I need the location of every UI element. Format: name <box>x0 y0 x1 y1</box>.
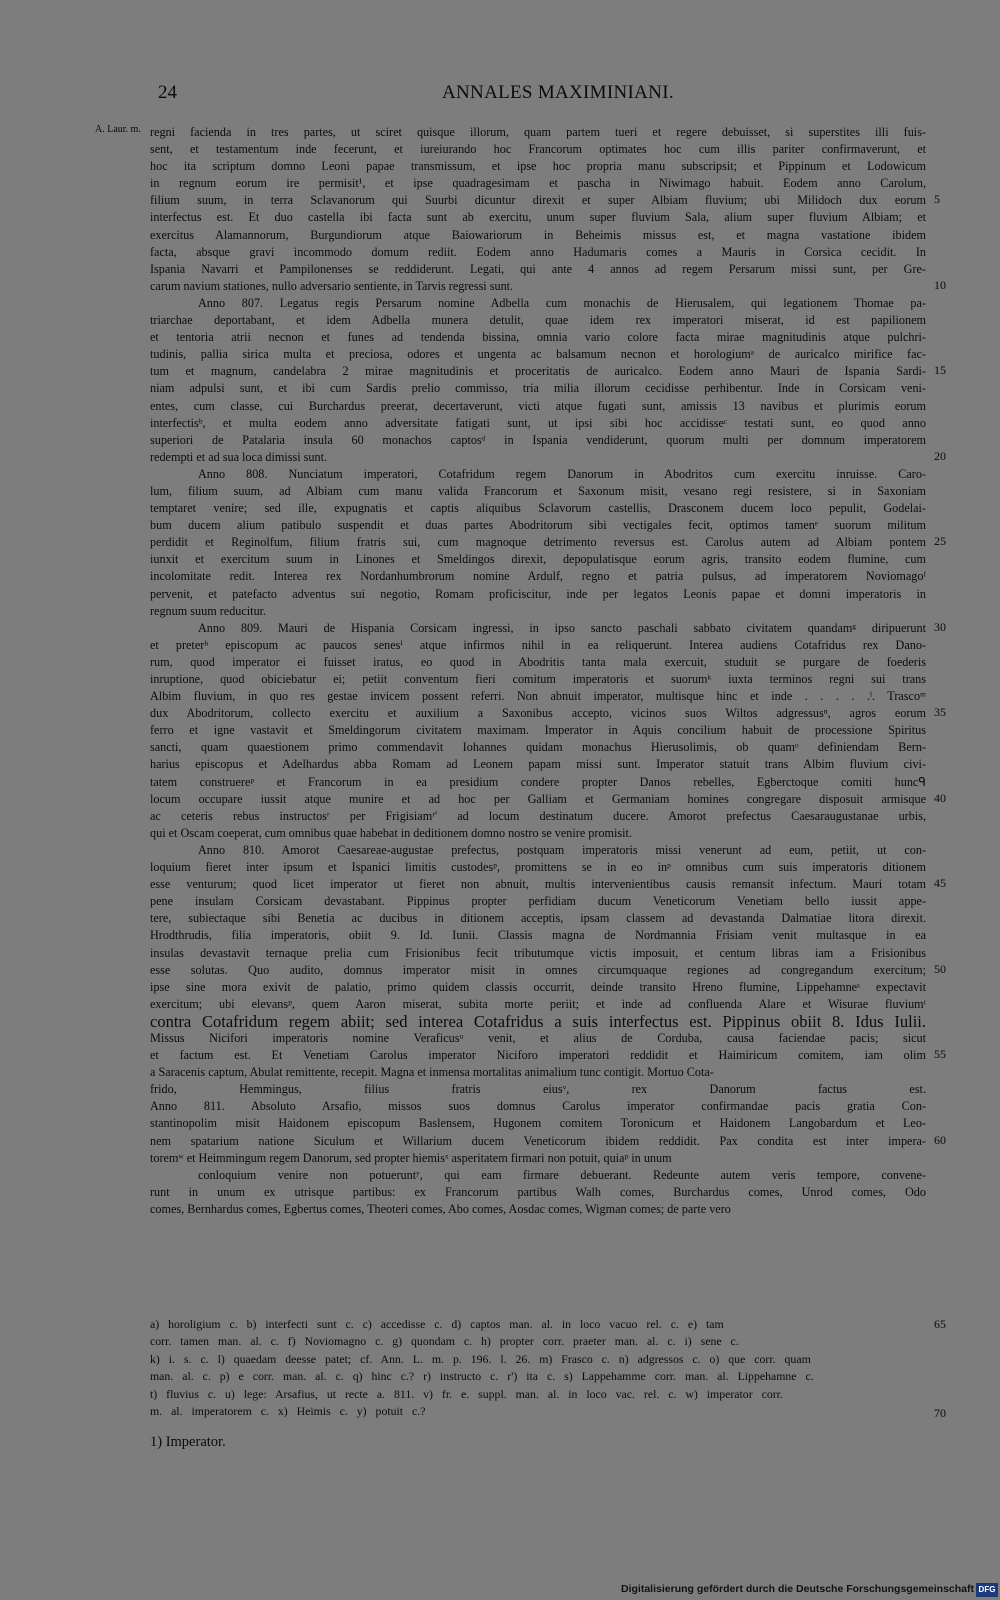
text-line: loquium fieret inter ipsum et Ispanici limitis custodesᵖ, promittens se in eo inᵖ omnibus cum suis imperatoris ditionem <box>150 860 926 875</box>
text-line: lum, filium suum, ad Albiam cum manu valida Francorum et Saxonum misit, vesano regi resistere, si in Saxoniam <box>150 483 926 498</box>
text-line: harius episcopus et Adelhardus abba Romam ad Leonem papam missi sunt. Imperator statuit trans Albim fluvium civi- <box>150 757 926 772</box>
text-line: dux Abodritorum, collecto exercitu et auxilium a Saxonibus accepto, vicinos suos Wiltos adgressusⁿ, agros eorum <box>150 706 926 721</box>
text-line: ferro et igne vastavit et Smeldingorum civitatem maximam. Imperator in Aquis concilium habuit de processione Spiritus <box>150 723 926 738</box>
text-line: filium suum, in terra Sclavanorum qui Suurbi dicuntur direxit et super Albiam fluvium; ubi Milidoch dux eorum <box>150 193 926 208</box>
text-line: pervenit, et patefacto adventus sui negotio, Romam proficiscitur, inde per legatos Leonis papae et domni imperatoris in <box>150 586 926 601</box>
text-line: rum, quod imperator ei fuisset iratus, eo quod in Abodritis tanta mala exercuit, studuit se purgare de foederis <box>150 654 926 669</box>
footnote: 1) Imperator. <box>150 1434 226 1450</box>
text-line: toremʷ et Heimmingum regem Danorum, sed propter hiemisˣ asperitatem firmari non potuit, quiaᵖ in unum <box>150 1150 672 1165</box>
line-number: 35 <box>934 705 946 720</box>
critical-apparatus <box>150 1316 926 1420</box>
text-line: tatem construereᵖ et Francorum in ea presidium condere propter Danos rebelles, Egberctoque comiti huncᑫ <box>150 774 926 789</box>
text-line: comes, Bernhardus comes, Egbertus comes, Theoteri comes, Abo comes, Aosdac comes, Wigman comes; de parte vero <box>150 1201 731 1216</box>
text-line: Anno 811. Absoluto Arsafio, missos suos domnus Carolus imperator confirmandae pacis gratia Con- <box>150 1099 926 1114</box>
text-line: insulas devastavit ternaque prelia cum Frisionibus fecit tributumque victis imposuit, et centum libras iam a Frisionibus <box>150 945 926 960</box>
text-line: runt in unum ex utrisque partibus: ex Francorum partibus Walh comes, Burchardus comes, Unrod comes, Odo <box>150 1184 926 1199</box>
main-text <box>150 124 926 1218</box>
dfg-logo: DFG <box>976 1583 998 1597</box>
text-line: interfectus est. Et duo castella ibi facta sunt ab exercitu, unum super fluvium Sala, alium super fluvium Albiam; et <box>150 210 926 225</box>
text-line: nem spatarium natione Siculum et Willarium ducem Veneticorum ibidem reddidit. Pax condita est inter impera- <box>150 1133 926 1148</box>
text-line: hoc ita scriptum domno Leoni papae transmissum, et ipse hoc propria manu subscripsit; et Pippinum et Lodowicum <box>150 159 926 174</box>
text-line: frido, Hemmingus, filius fratris eiusᵛ, rex Danorum factus est. <box>150 1082 926 1097</box>
line-number: 45 <box>934 876 946 891</box>
text-line: Anno 807. Legatus regis Persarum nomine Adbella cum monachis de Hierusalem, qui legationem Thomae pa- <box>198 295 926 310</box>
running-title: ANNALES MAXIMINIANI. <box>442 82 674 103</box>
text-line: et preterʰ episcopum ac paucos senesⁱ atque infirmos nihil in ea reliquerunt. Interea audiens Cotafridus rex Dano- <box>150 637 926 652</box>
line-number: 65 <box>934 1317 946 1331</box>
apparatus-line: corr. tamen man. al. c. f) Noviomagno c. g) quondam c. h) propter corr. praeter man. al. c. i) sene c. <box>150 1334 739 1349</box>
text-line: inruptione, quod obiciebatur ei; petiit conventum fieri comitum imperatoris et suorumᵏ iuxta terminos regni sui trans <box>150 672 926 686</box>
text-line: esse solutas. Quo audito, domnus imperator misit in omnes circumquaque regiones ad congregandum exercitum; <box>150 962 926 977</box>
apparatus-line: k) i. s. c. l) quaedam deesse patet; cf. Ann. L. m. p. 196. l. 26. m) Frasco c. n) adgressos c. o) que corr. quam <box>150 1351 811 1366</box>
text-line: exercitum; ubi elevansᵖ, quem Aaron miserat, subita morte periit; et inde ad confluenda Alare et Wisurae fluviumᵗ <box>150 996 926 1011</box>
text-line: conloquium venire non potueruntʸ, qui eam firmare debuerant. Redeunte autem veris tempore, convene- <box>198 1167 926 1182</box>
text-line: superiori de Patalaria insula 60 monachos captosᵈ in Ispania vendiderunt, quorum multi per domnum imperatorem <box>150 432 926 447</box>
text-line: sent, et testamentum inde fecerunt, et iureiurando hoc Francorum optimates hoc cum illis pariter confirmaverunt, et <box>150 142 926 157</box>
text-line: interfectisᵇ, et multa eodem anno adversitate fatigati sunt, ut ipsi sibi hoc accidisseᶜ testati sunt, eo quod anno <box>150 415 926 430</box>
text-line: Hrodthrudis, filia imperatoris, obiit 9. Id. Iunii. Classis magna de Nordmannia Frisiam venit multasque in ea <box>150 928 926 943</box>
line-number: 20 <box>934 448 946 463</box>
margin-siglum: A. Laur. m. <box>95 124 141 135</box>
text-line: Anno 809. Mauri de Hispania Corsicam ingressi, in ipso sancto paschali sabbato civitatem quandamᵍ diripuerunt <box>198 620 926 635</box>
text-line: iunxit et exercitum suum in Linones et Smeldingos direxit, depopulatisque eorum agris, transito eodem flumine, cum <box>150 552 926 567</box>
text-line: sancti, quam quaestionem primo commendavit Iohannes quidam monachus Hierusolimis, ob quamᵒ definiendam Bern- <box>150 740 926 755</box>
text-line: bum ducem alium patibulo suspendit et duas partes Abodritorum sibi vectigales fecit, optimos tamenᵉ suorum militum <box>150 518 926 533</box>
text-line: redempti et ad sua loca dimissi sunt. <box>150 449 328 464</box>
line-number: 70 <box>934 1406 946 1420</box>
text-line: qui et Oscam coeperat, cum omnibus quae habebat in deditionem domno nostro se venire promisit. <box>150 825 632 840</box>
text-line: regnum suum reducitur. <box>150 603 267 618</box>
text-line: regni facienda in tres partes, ut sciret quisque illorum, quam partem tueri et regere debuisset, si superstites illi fuis- <box>150 125 926 139</box>
page-number: 24 <box>158 82 177 103</box>
credit-bar <box>0 1581 1000 1600</box>
text-line: Anno 810. Amorot Caesareae-augustae prefectus, postquam imperatoris missi venerunt ad eum, petiit, ut con- <box>198 842 926 857</box>
apparatus-line: m. al. imperatorem c. x) Heimis c. y) potuit c.? <box>150 1403 426 1418</box>
text-line: esse venturum; quod licet imperator ut fieret non abnuit, multis intervenientibus causis remansit infectum. Mauri totam <box>150 877 926 892</box>
line-number: 60 <box>934 1132 946 1147</box>
text-line: entes, cum classe, cui Burchardus preerat, decertaverunt, victi atque fugati sunt, amissis 13 navibus et plurimis eorum <box>150 398 926 413</box>
apparatus-line: t) fluvius c. u) lege: Arsafius, ut recte a. 811. v) fr. e. suppl. man. al. in loco vac. rel. c. w) imperator corr. <box>150 1386 783 1401</box>
line-number: 30 <box>934 619 946 634</box>
line-number: 55 <box>934 1047 946 1062</box>
text-line: ac ceteris rebus instructosʳ per Frigisiamʳ' ad locum destinatum ducere. Amorot prefectus Caesaraugustanae urbis, <box>150 808 926 823</box>
text-line: in regnum eorum ire permisit¹, et ipse quadragesimam et pascha in Niwimago habuit. Eodem anno Carolum, <box>150 176 926 191</box>
text-line: et factum est. Et Venetiam Carolus imperator Niciforo imperatori reddidit et Haimiricum comitem, iam olim <box>150 1048 926 1063</box>
text-line: et tentoria atrii necnon et funes ad tendenda bissina, omnia vario colore facta mirae magnitudinis atque pulchri- <box>150 330 926 345</box>
text-line: tere, subiectaque sibi Benetia ac ducibus in ditionem acceptis, ipsam classem ad devastanda Dalmatiae litora direxit. <box>150 911 926 926</box>
text-line: niam adpulsi sunt, et ibi cum Sardis prelio commisso, tria milia illorum cecidisse perhibentur. Inde in Corsicam veni- <box>150 381 926 396</box>
text-line: carum navium stationes, nullo adversario sentiente, in Tarvis regressi sunt. <box>150 278 514 293</box>
line-number: 10 <box>934 277 946 292</box>
text-line: temptaret venire; sed ille, expugnatis et captis aliquibus Sclavorum castellis, Drasconem ducem loco pepulit, Godelai- <box>150 501 926 516</box>
text-line: locum occupare iussit atque munire et ad hoc per Galliam et Germaniam homines congregare disposuit armisque <box>150 791 926 806</box>
text-line: facta, absque gravi incommodo domum rediit. Eodem anno Hadumaris comes a Mauris in Corsica cecidit. In <box>150 244 926 259</box>
text-line: triarchae deportabant, et idem Adbella munera detulit, quae idem rex imperatori miserat, id est papilionem <box>150 313 926 328</box>
text-line: perdidit et Reginolfum, filium fratris sui, cum magnoque detrimento reversus est. Carolus autem ad Albiam pontem <box>150 535 926 550</box>
line-number: 50 <box>934 961 946 976</box>
text-line: tudinis, pallia sirica multa et preciosa, odores et ungenta ac balsamum necnon et horologiumᵃ de auricalco mirifice fac- <box>150 347 926 362</box>
text-line: Ispania Navarri et Pampilonenses se reddiderunt. Legati, qui ante 4 annos ad regem Persarum missi sunt, per Gre- <box>150 261 926 276</box>
text-line: a Saracenis captum, Abulat remittente, recepit. Magna et inmensa mortalitas animalium tunc contigit. Mortuo Cota- <box>150 1065 714 1080</box>
text-line: Anno 808. Nunciatum imperatori, Cotafridum regem Danorum in Abodritos cum exercitu inruisse. Caro- <box>198 466 926 481</box>
apparatus-line: a) horoligium c. b) interfecti sunt c. c) accedisse c. d) captos man. al. in loco vacuo rel. c. e) tam <box>150 1317 724 1331</box>
line-number: 40 <box>934 790 946 805</box>
text-line: contra Cotafridum regem abiit; sed interea Cotafridus a suis interfectus est. Pippinus obiit 8. Idus Iulii. <box>150 1012 926 1030</box>
text-line: incolomitate redit. Interea rex Nordanhumbrorum nomine Ardulf, regno et patria pulsus, ad imperatorem Noviomagoᶠ <box>150 569 926 584</box>
apparatus-line: man. al. c. p) e corr. man. al. c. q) hinc c.? r) instructo c. r') ita c. s) Lappehamme corr. man. al. Lippehamne c. <box>150 1369 814 1384</box>
text-line: Missus Nicifori imperatoris nomine Veraficusᵘ venit, et alius de Corduba, causa faciendae pacis; sicut <box>150 1030 926 1045</box>
funding-credit: Digitalisierung gefördert durch die Deutsche Forschungsgemeinschaft <box>621 1583 974 1595</box>
line-number: 15 <box>934 363 946 378</box>
text-line: stantinopolim misit Haidonem episcopum Baslensem, Hugonem comitem Toronicum et Haidonem Langobardum et Leo- <box>150 1116 926 1131</box>
line-number: 25 <box>934 534 946 549</box>
text-line: ipse sine mora exivit de palatio, primo quidem classis occurrit, deinde transito Hreno flumine, Lippehamneˢ expectavit <box>150 979 926 994</box>
page-header <box>0 82 1000 108</box>
text-line: exercitus Alamannorum, Burgundiorum atque Baiowariorum in Beheimis missus est, et magna vastatione ibidem <box>150 227 926 242</box>
text-line: pene insulam Corsicam devastabant. Pippinus propter perfidiam ducum Veneticorum Venetiam bello iussit appe- <box>150 894 926 909</box>
text-line: tum et magnum, candelabra 2 mirae magnitudinis et proceritatis de auricalco. Eodem anno Mauri de Ispania Sardi- <box>150 364 926 379</box>
line-number: 5 <box>934 192 940 207</box>
text-line: Albim fluvium, in quo res gestae invicem possent referri. Non abnuit imperator, multisque hinc et inde . . . . .ˡ. Trascoᵐ <box>150 689 926 704</box>
